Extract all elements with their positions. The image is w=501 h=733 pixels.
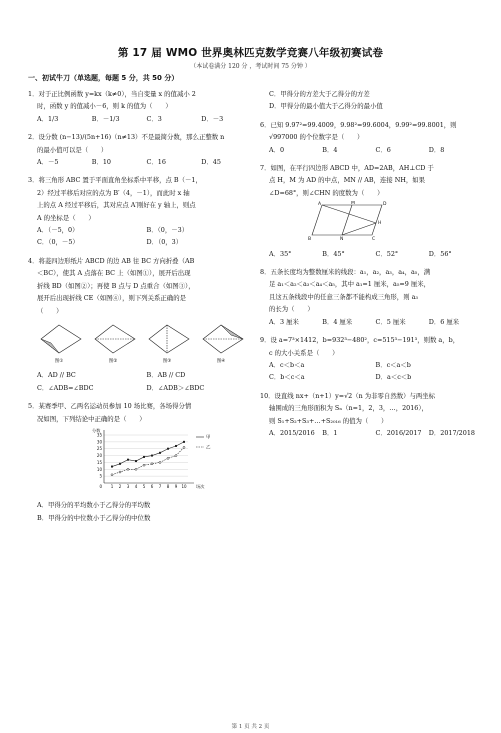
series-0-point-5 [151, 455, 153, 457]
q1-option-d[interactable]: D．－3 [201, 114, 224, 123]
q9-line-2: c 的大小关系是（ ） [269, 348, 339, 357]
y-axis-label: 分数 [92, 427, 101, 433]
question-9 [260, 334, 482, 384]
q10-option-a[interactable]: A．2015/2016 [269, 428, 315, 437]
q7-options [260, 248, 482, 260]
x-tick-label-5: 6 [150, 483, 154, 489]
series-0-point-3 [135, 460, 137, 462]
figure-4-caption: 图④ [216, 358, 226, 363]
series-0-point-8 [175, 445, 177, 447]
q10-option-d[interactable]: D．2017/2018 [428, 428, 475, 437]
figure-2-caption: 图② [108, 358, 118, 363]
series-0-point-0 [111, 465, 113, 467]
q8-line-1: 8．五条长度均为整数厘米的线段：a₁，a₂，a₃，a₄，a₅，满 [260, 268, 431, 277]
q3-line-2: 2）经过平移后对应的点为 B′（4，－1），而此时 x 轴 [37, 188, 190, 197]
svg-text:M: M [351, 201, 355, 207]
q6-option-d[interactable]: D．8 [428, 145, 445, 154]
x-tick-label-4: 5 [142, 483, 146, 489]
x-tick-label-1: 2 [118, 483, 122, 489]
q9-options [260, 359, 482, 384]
q8-options [260, 316, 482, 328]
q2-options [28, 156, 256, 168]
section-heading: 一、初试牛刀（单选题，每题 5 分，共 50 分） [28, 74, 179, 82]
q1-option-b[interactable]: B．－1/3 [91, 114, 120, 123]
figure-3-rhombus [149, 325, 189, 353]
q2-line2: 的最小值可以是（ ） [37, 145, 108, 154]
q5-option-a[interactable]: A．甲得分的平均数小于乙得分的平均数 [37, 501, 151, 510]
folding-figures [37, 319, 247, 363]
q9-option-d[interactable]: D．a＜c＜b [375, 373, 412, 382]
legend-label-0: 甲 [206, 435, 211, 441]
q6-option-a[interactable]: A．0 [269, 145, 285, 154]
x-tick-label-7: 8 [166, 483, 170, 489]
q4-line-3: 折线 BD（如图②）；再使 B 点与 D 点重合（如图③）， [37, 281, 195, 290]
left-column [28, 88, 256, 530]
figure-3-caption: 图③ [162, 358, 172, 363]
q8-option-b[interactable]: B．4 厘米 [322, 317, 353, 326]
svg-text:B: B [308, 237, 312, 242]
q10-line-3: 则 S₁+S₂+S₃+…+S₂₀₁₆ 的值为（ ） [269, 416, 388, 425]
question-6 [260, 119, 482, 156]
series-0-point-6 [159, 452, 161, 454]
q3-option-a[interactable]: A．（－5，0） [37, 226, 79, 235]
svg-text:N: N [340, 237, 344, 242]
question-10 [260, 390, 482, 440]
q6-options [260, 144, 482, 156]
q6-line-1: 6．已知 9.97²=99.4009，9.98²=99.6004，9.99²=99.8001，则 [260, 120, 457, 129]
q5-option-c[interactable]: C．甲得分的方差大于乙得分的方差 [269, 90, 370, 98]
q2-option-b[interactable]: B．10 [91, 158, 111, 167]
series-1-point-8 [175, 455, 177, 457]
question-1 [28, 88, 256, 125]
q4-line-1: 4．将菱四边形纸片 ABCD 的边 AB 往 BC 方向折叠（AB [28, 256, 195, 265]
series-0-point-2 [127, 459, 129, 461]
series-0-point-1 [119, 463, 121, 465]
q6-option-c[interactable]: C．6 [375, 145, 391, 154]
q1-line2: 时，函数 y 的值减小－6，则 k 的值为（ ） [37, 102, 172, 111]
q4-line-5: （ ） [37, 306, 63, 315]
series-line-0 [112, 442, 184, 467]
legend-label-1: 乙 [206, 445, 211, 451]
y-tick-label-1: 10 [96, 466, 102, 472]
q10-line-2: 轴围成的三角形面积为 Sₙ（n=1，2，3，…，2016）， [269, 404, 428, 413]
series-1-point-1 [119, 471, 121, 473]
q10-options [260, 427, 482, 439]
question-5-continued [260, 88, 482, 113]
series-line-1 [112, 447, 184, 474]
question-3 [28, 174, 256, 248]
q8-line-2: 足 a₁＜a₂＜a₃＜a₄＜a₅，其中 a₁=1 厘米，a₅=9 厘米， [269, 280, 431, 289]
q5-option-d[interactable]: D．甲得分的最小值大于乙得分的最小值 [269, 102, 383, 111]
series-1-point-5 [151, 463, 153, 465]
q9-option-c[interactable]: C．b＜c＜a [269, 373, 305, 382]
svg-text:H: H [378, 221, 382, 227]
figure-1-caption: 图① [54, 358, 64, 363]
q7-line-1: 7．如图，在平行四边形 ABCD 中，AD=2AB，AH⊥CD 于 [260, 164, 434, 173]
q7-option-b[interactable]: B．45° [322, 249, 345, 258]
q8-option-a[interactable]: A．3 厘米 [269, 317, 299, 326]
y-tick-label-0: 5 [99, 473, 102, 479]
x-tick-label-8: 9 [174, 483, 178, 489]
q3-line-4: A 的坐标是（ ） [37, 213, 95, 222]
figure-1-shaded [41, 339, 59, 353]
q3-option-c[interactable]: C．（0，－5） [37, 238, 79, 247]
y-tick-label-3: 20 [96, 453, 102, 459]
x-tick-label-0: 1 [110, 483, 114, 489]
page-subtitle: （本试卷满分 120 分 ，考试时间 75 分钟 ） [190, 63, 311, 70]
segment-nh [342, 223, 376, 235]
x-axis-label: 场次 [196, 483, 205, 489]
series-0-point-4 [143, 456, 145, 458]
q1-options [28, 113, 256, 125]
figure-4-shaded [221, 325, 243, 339]
right-column [260, 88, 482, 445]
question-5 [28, 400, 256, 524]
q6-line-2: √997000 的个位数字是（ ） [269, 133, 364, 142]
series-1-point-6 [159, 461, 161, 463]
series-0-point-9 [183, 441, 185, 443]
question-8 [260, 266, 482, 328]
x-tick-label-2: 3 [126, 483, 130, 489]
series-1-point-2 [127, 468, 129, 470]
q8-option-c[interactable]: C．5 厘米 [375, 317, 406, 326]
q10-line-1: 10．设直线 nx+（n+1）y=√2（n 为非零自然数）与两坐标 [260, 391, 436, 400]
q4-option-c[interactable]: C．∠ADB=∠BDC [37, 383, 94, 392]
x-tick-label-3: 4 [134, 483, 138, 489]
series-0-point-7 [167, 448, 169, 450]
q4-option-a[interactable]: A．AD // BC [37, 371, 76, 380]
q1-option-a[interactable]: A．1/3 [37, 114, 59, 123]
q3-line-1: 3．将三角形 ABC 置于平面直角坐标系中平移，点 B（－1， [28, 176, 202, 185]
q3-option-d[interactable]: D．（0，3） [146, 238, 183, 247]
q4-option-b[interactable]: B．AB // CD [146, 371, 186, 380]
figure-1-rhombus [41, 325, 81, 353]
segment-mn [342, 205, 352, 235]
y-tick-label-6: 35 [96, 432, 102, 438]
x-tick-label-9: 10 [181, 483, 187, 489]
q1-option-c[interactable]: C．3 [146, 114, 162, 123]
q7-option-c[interactable]: C．52° [375, 249, 399, 258]
series-1-point-0 [111, 474, 113, 476]
q9-line-1: 9．设 a=7³×1412，b=932³−480²，c=515³−191³，则数 a，b， [260, 336, 460, 345]
score-chart [88, 427, 218, 493]
series-1-point-4 [143, 464, 145, 466]
q4-line-4: 展开后出现折线 CE（如图④），则下列关系正确的是 [37, 294, 186, 303]
question-4 [28, 255, 256, 394]
q1-stem: 1．对于正比例函数 y=kx（k≠0），当自变量 x 的值减小 2 [28, 90, 196, 98]
q7-line-3: ∠D=68°，则∠CHN 的度数为（ ） [269, 188, 384, 197]
q4-option-d[interactable]: D．∠ADB＞∠BDC [146, 383, 205, 392]
q8-line-4: 的长为（ ） [269, 305, 314, 314]
q3-line-3: 上的点 A 经过平移后，其对应点 A′刚好在 y 轴上，则点 [37, 201, 196, 210]
question-2 [28, 131, 256, 168]
q2-option-c[interactable]: C．16 [146, 158, 166, 167]
x-tick-label-6: 7 [158, 483, 162, 489]
svg-text:C: C [372, 237, 376, 242]
q9-option-b[interactable]: B．c＜a＜b [375, 360, 411, 369]
q3-option-b[interactable]: B．（0，－3） [146, 226, 189, 235]
q7-option-a[interactable]: A．35° [269, 249, 292, 258]
svg-text:A: A [318, 202, 322, 208]
q4-line-2: ＜BC），使其 A 点落在 BC 上（如图①），展开后出现 [37, 269, 191, 278]
q7-line-2: 点 H，M 为 AD 的中点，MN // AB，连接 NH，如果 [269, 176, 426, 185]
y-tick-label-2: 15 [96, 459, 102, 465]
q2-option-a[interactable]: A．－5 [37, 158, 59, 167]
y-tick-label-5: 30 [96, 439, 102, 445]
q6-option-b[interactable]: B．4 [322, 145, 338, 154]
svg-text:D: D [383, 202, 387, 208]
q2-stem: 2．设分数 (n−13)/(5n+16)（n≠13）不是最简分数，那么正整数 n [28, 133, 225, 142]
q10-option-c[interactable]: C．2016/2017 [375, 428, 422, 437]
y-tick-label-4: 25 [96, 446, 102, 452]
segment-ah [322, 205, 376, 223]
q2-option-d[interactable]: D．45 [201, 158, 221, 167]
q8-option-d[interactable]: D．6 厘米 [428, 317, 460, 326]
q5-line-2: 况如图，下列结论中正确的是（ ） [37, 414, 146, 423]
series-1-point-7 [167, 457, 169, 459]
page-title: 第 17 届 WMO 世界奥林匹克数学竞赛八年级初赛试卷 [117, 47, 384, 59]
parallelogram-figure [308, 201, 408, 241]
page-footer: 第 1 页 共 2 页 [231, 724, 270, 730]
q4-options [28, 369, 256, 394]
series-1-point-9 [183, 446, 185, 448]
q10-option-b[interactable]: B．1 [322, 428, 338, 437]
q7-option-d[interactable]: D．56° [428, 249, 452, 258]
question-7 [260, 162, 482, 260]
origin-label: 0 [99, 483, 102, 489]
q9-option-a[interactable]: A．c＜b＜a [269, 360, 305, 369]
q5-option-b[interactable]: B．甲得分的中位数小于乙得分的中位数 [37, 513, 151, 522]
q8-line-3: 且这五条线段中的任意三条都不能构成三角形，则 a₃ [269, 292, 418, 301]
q5-line-1: 5．某赛季甲、乙两名运动员参加 10 场比赛，各场得分情 [28, 402, 192, 411]
q3-options [28, 224, 256, 249]
series-1-point-3 [135, 468, 137, 470]
